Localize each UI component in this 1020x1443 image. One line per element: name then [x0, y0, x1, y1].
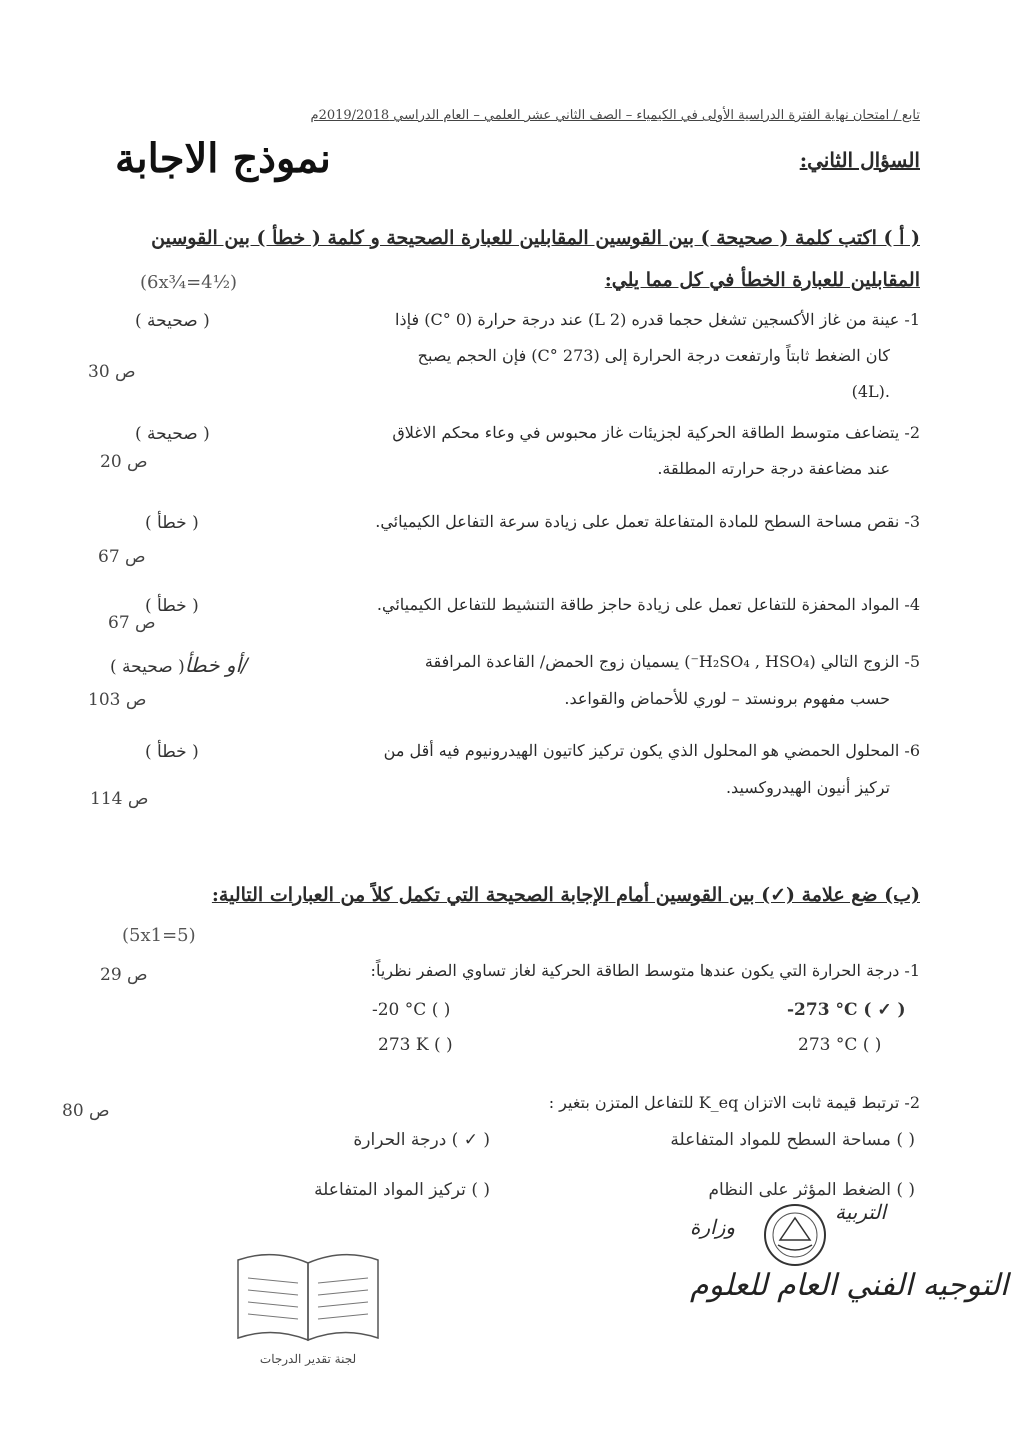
item-number: 3- [904, 512, 920, 531]
b-q1-text: 1- درجة الحرارة التي يكون عندها متوسط الطاقة الحركية لغاز تساوي الصفر نظرياً: [370, 961, 920, 980]
item-text: الزوج التالي (H₂SO₄ , HSO₄⁻) يسميان زوج الحمض/ القاعدة المرافقة [424, 652, 900, 671]
question-title: السؤال الثاني: [799, 148, 920, 172]
item-2-line-1 [392, 423, 920, 442]
item-1-line-2: كان الضغط ثابتاً وارتفعت درجة الحرارة إلى (273 °C) فإن الحجم يصبح [417, 346, 890, 365]
b-q1-option-1: -273 °C ( ✓ ) [787, 1000, 906, 1020]
b-q2-option-1: ( ) مساحة السطح للمواد المتفاعلة [670, 1130, 915, 1150]
item-6-line-2: تركيز أنيون الهيدروكسيد. [725, 778, 890, 797]
section-b-score: (5x1=5) [122, 925, 196, 946]
item-1-answer: ( صحيحة ) [135, 311, 210, 331]
item-5-page-ref: ص 103 [88, 690, 147, 710]
item-1-page-ref: ص 30 [88, 362, 136, 382]
item-text: عينة من غاز الأكسجين تشغل حجما قدره (2 L) عند درجة حرارة (0 °C) فإذا [395, 310, 900, 329]
item-3-page-ref: ص 67 [98, 547, 146, 567]
ministry-emblem-icon [760, 1200, 830, 1270]
ministry-label-2: التربية [835, 1200, 887, 1224]
item-6-page-ref: ص 114 [90, 789, 149, 809]
b-q1-option-3: 273 °C ( ) [798, 1035, 882, 1055]
section-a-instruction-1: ( أ ) اكتب كلمة ( صحيحة ) بين القوسين المقابلين للعبارة الصحيحة و كلمة ( خطأ ) بين القوسين [151, 227, 920, 249]
item-number: 1- [904, 310, 920, 329]
section-a-instruction-2: المقابلين للعبارة الخطأ في كل مما يلي: [604, 269, 920, 291]
item-5-answer-text: ( صحيحة ) [110, 657, 185, 677]
exam-header: تابع / امتحان نهاية الفترة الدراسية الأولى في الكيمياء – الصف الثاني عشر العلمي – العام الدراسي 2019/2018م [310, 108, 920, 123]
item-number: 5- [904, 652, 920, 671]
item-5-handwritten-note: /أو خطأ [184, 653, 248, 677]
item-1-line-3: (4L). [851, 382, 890, 401]
item-5-line-2: حسب مفهوم برونستد – لوري للأحماض والقواعد. [564, 689, 890, 708]
item-3-line-1 [375, 512, 920, 531]
item-5-answer [110, 653, 248, 677]
answer-model-title: نموذج الاجابة [115, 135, 331, 182]
grading-committee-stamp-icon [228, 1248, 388, 1368]
item-number: 2- [904, 423, 920, 442]
item-2-line-2: عند مضاعفة درجة حرارته المطلقة. [657, 459, 890, 478]
item-2-page-ref: ص 20 [100, 452, 148, 472]
b-q1-option-2: -20 °C ( ) [372, 1000, 451, 1020]
item-1-line-1 [395, 310, 920, 329]
b-q2-text: 2- ترتبط قيمة ثابت الاتزان K_eq للتفاعل المتزن بتغير : [548, 1093, 920, 1112]
item-4-page-ref: ص 67 [108, 613, 156, 633]
signature-text: التوجيه الفني العام للعلوم [690, 1268, 1009, 1303]
b-q2-option-4: ( ) تركيز المواد المتفاعلة [314, 1180, 490, 1200]
b-q2-option-3: ( ) الضغط المؤثر على النظام [708, 1180, 915, 1200]
ministry-label-1: وزارة [690, 1215, 736, 1239]
item-text: يتضاعف متوسط الطاقة الحركية لجزيئات غاز محبوس في وعاء محكم الاغلاق [392, 423, 900, 442]
item-6-line-1 [384, 741, 920, 760]
item-4-answer: ( خطأ ) [145, 596, 199, 616]
stamp-caption: لجنة تقدير الدرجات [259, 1352, 357, 1366]
item-text: المحلول الحمضي هو المحلول الذي يكون تركيز كاتيون الهيدرونيوم فيه أقل من [383, 741, 900, 760]
b-q1-option-4: 273 K ( ) [378, 1035, 453, 1055]
b-q2-page-ref: ص 80 [62, 1101, 110, 1121]
item-2-answer: ( صحيحة ) [135, 424, 210, 444]
section-a-score: (6x¾=4½) [140, 272, 238, 293]
item-number: 6- [904, 741, 920, 760]
b-q1-page-ref: ص 29 [100, 965, 148, 985]
b-q2-option-2: ( ✓ ) درجة الحرارة [353, 1130, 490, 1150]
item-5-line-1 [425, 652, 920, 671]
section-b-instruction: (ب) ضع علامة (✓) بين القوسين أمام الإجابة الصحيحة التي تكمل كلاً من العبارات التالية: [211, 884, 920, 906]
item-6-answer: ( خطأ ) [145, 742, 199, 762]
item-text: المواد المحفزة للتفاعل تعمل على زيادة حاجز طاقة التنشيط للتفاعل الكيميائي. [376, 595, 900, 614]
item-4-line-1 [377, 595, 920, 614]
item-3-answer: ( خطأ ) [145, 513, 199, 533]
item-number: 4- [904, 595, 920, 614]
item-text: نقص مساحة السطح للمادة المتفاعلة تعمل على زيادة سرعة التفاعل الكيميائي. [375, 512, 900, 531]
